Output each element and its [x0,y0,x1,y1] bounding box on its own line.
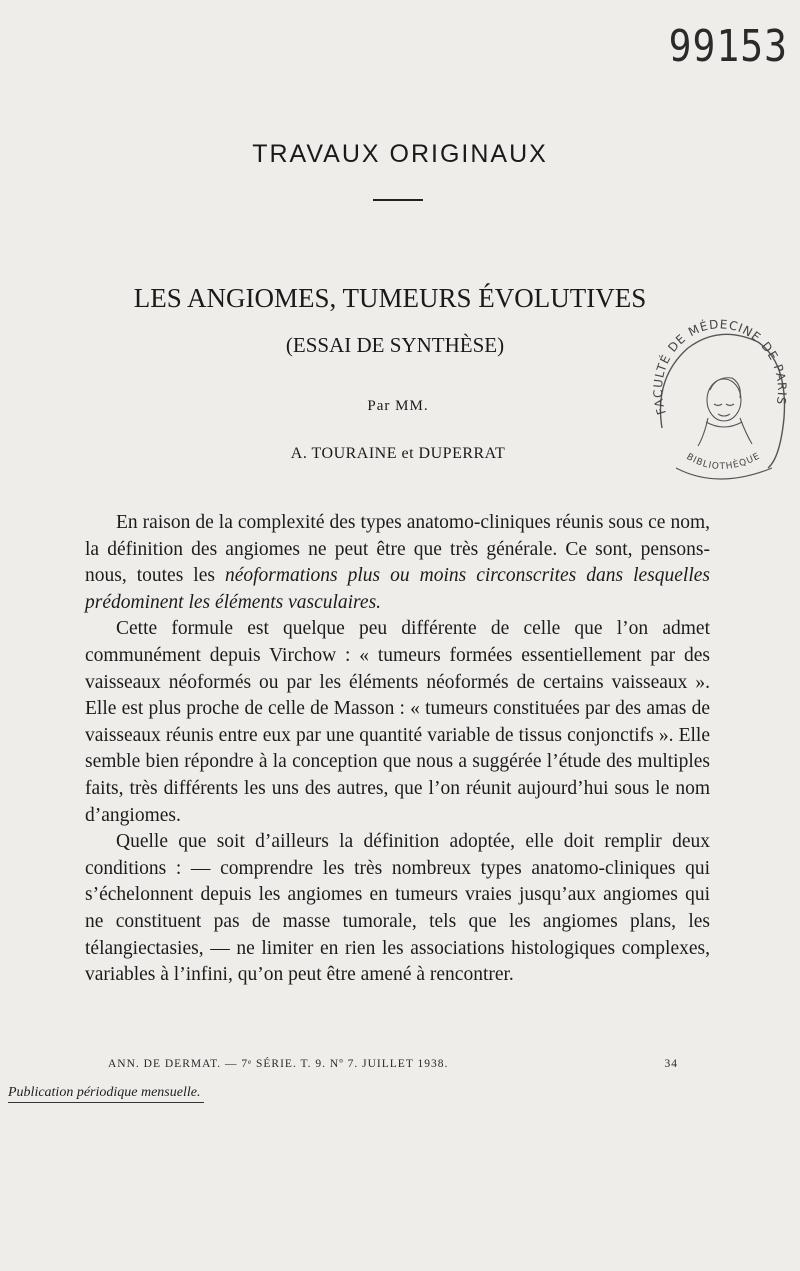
title-rule [373,199,423,201]
article-title: LES ANGIOMES, TUMEURS ÉVOLUTIVES [133,283,647,313]
paragraph-2: Cette formule est quelque peu différente de celle que l’on admet communément depuis Virchow : « tumeurs formées essentiellement par des vaisseaux néoformés ou par les éléments néoformés de certains vaisseaux ». Elle est plus proche de celle de Masson : « tumeurs constituées par des amas de vaisseaux réunis entre eux par une quantité variable de tissus conjonctifs ». Elle semble bien répondre à la conception que nous a suggérée l’étude des multiples faits, très différents les uns des autres, que l’on réunit aujourd’hui sous le nom d’angiomes. [85,618,710,826]
paragraph-1-text: En raison de la complexité des types anatomo-cliniques réunis sous ce nom, la définition des angiomes ne peut être que très générale. Ce sont, pensons-nous, toutes les [85,512,710,587]
paragraph-1 [85,510,710,616]
byline: Par MM. [367,398,429,414]
seal-portrait-icon [698,378,752,446]
page-number: 34 [664,1058,678,1070]
seal-text-top: FACULTÉ DE MÉDECINE DE PARIS [650,318,790,417]
paragraph-3: Quelle que soit d’ailleurs la définition adoptée, elle doit remplir deux conditions : — comprendre les très nombreux types anatomo-cliniques qui s’échelonnent depuis les angiomes en tumeurs vraies jusqu’aux angiomes qui ne constituent pas de masse tumorale, tels que les angiomes plans, les télangiectasies, — ne limiter en rien les associations histologiques complexes, variables à l’infini, qu’on peut être amené à rencontrer. [85,831,710,986]
article-subtitle: (ESSAI DE SYNTHÈSE) [285,333,505,357]
archive-stamp-number: 99153 [668,20,788,72]
article-body [85,510,710,989]
seal-text-bottom: BIBLIOTHÈQUE [684,451,763,473]
section-title: TRAVAUX ORIGINAUX [252,140,548,168]
journal-footer [108,1058,678,1070]
svg-text:BIBLIOTHÈQUE [684,451,762,472]
authors: A. TOURAINE et DUPERRAT [290,445,506,462]
journal-citation: ANN. DE DERMAT. — 7ᵉ SÉRIE. T. 9. Nº 7. JUILLET 1938. [108,1058,449,1070]
publication-note: Publication périodique mensuelle. [8,1085,204,1103]
library-seal-stamp [648,318,790,488]
paragraph-1-italic-definition: néoformations plus ou moins circonscrites dans lesquelles prédominent les éléments vasculaires. [85,565,710,613]
